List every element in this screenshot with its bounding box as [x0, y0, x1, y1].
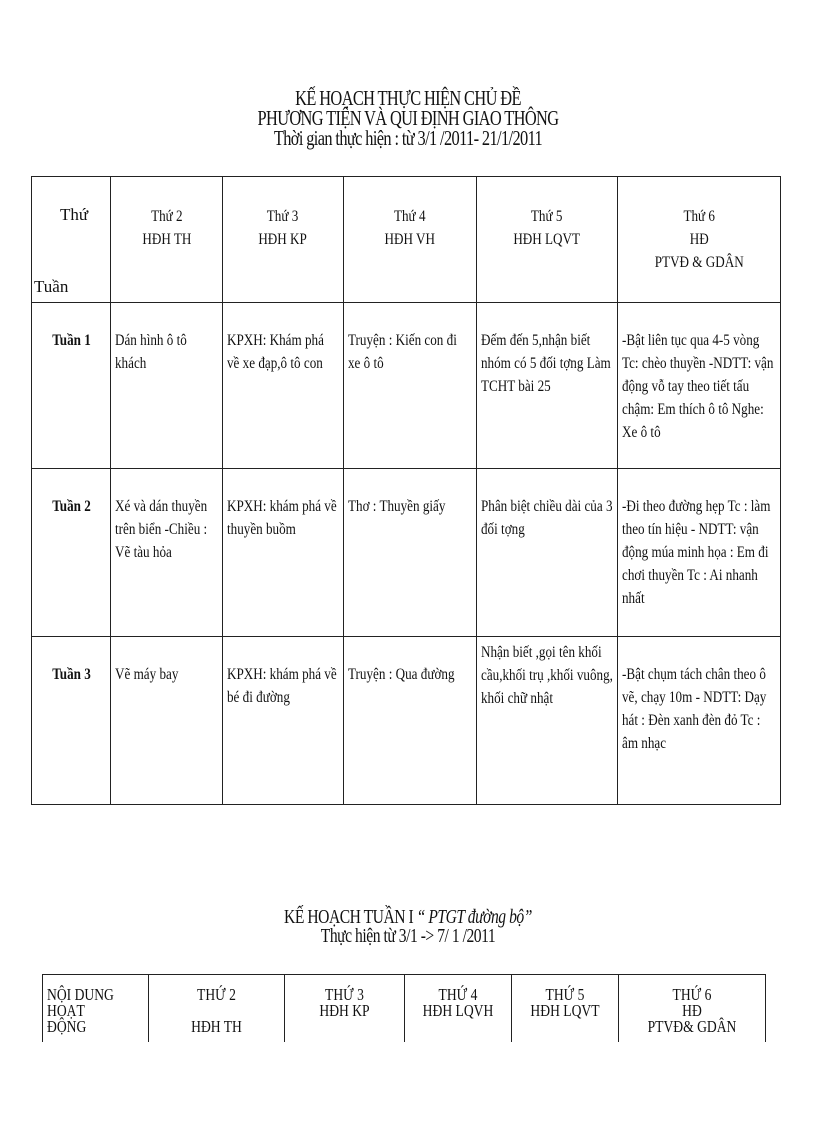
plan-table — [31, 176, 781, 805]
table-cell: -Bật liên tục qua 4-5 vòng Tc: chèo thuyền -NDTT: vận động vỗ tay theo tiết tấu chậm: Em thích ô tô Nghe: Xe ô tô — [618, 303, 781, 469]
document-title — [0, 88, 816, 148]
table-cell: Vẽ máy bay — [111, 637, 223, 805]
table-cell: Dán hình ô tô khách — [111, 303, 223, 469]
table-row — [32, 303, 781, 469]
title-line-2: PHƯƠNG TIỆN VÀ QUI ĐỊNH GIAO THÔNG — [257, 106, 559, 130]
row-label: Tuần 1 — [32, 303, 111, 469]
column-header: Thứ 5 HĐH LQVT — [477, 177, 618, 303]
table-cell: KPXH: khám phá về thuyền buồm — [223, 469, 344, 637]
column-header: THỨ 5 HĐH LQVT — [512, 975, 619, 1056]
week-title — [0, 908, 816, 946]
table-cell: Nhận biết ,gọi tên khối cầu,khối trụ ,khối vuông, khối chữ nhật — [477, 637, 618, 805]
table-cell: Phân biệt chiều dài của 3 đối tợng — [477, 469, 618, 637]
row-label: Tuần 3 — [32, 637, 111, 805]
table-cell: Thơ : Thuyền giấy — [344, 469, 477, 637]
column-header: THỨ 4 HĐH LQVH — [405, 975, 512, 1056]
table-cell: Xé và dán thuyền trên biển -Chiều : Vẽ tàu hỏa — [111, 469, 223, 637]
plan-header-row — [32, 177, 781, 303]
table-row — [32, 637, 781, 805]
week-title-line-1: KẾ HOẠCH TUẦN I “ PTGT đường bộ” — [284, 906, 532, 928]
table-row — [32, 469, 781, 637]
table-cell: -Bật chụm tách chân theo ô vẽ, chạy 10m - NDTT: Dạy hát : Đèn xanh đèn đỏ Tc : âm nhạc — [618, 637, 781, 805]
row-label: Tuần 2 — [32, 469, 111, 637]
table-cell: KPXH: khám phá về bé đi đường — [223, 637, 344, 805]
corner-top-label: Thứ — [60, 205, 89, 224]
corner-cell — [32, 177, 111, 303]
activity-column-header: NỘI DUNG HOẠT ĐỘNG — [43, 975, 149, 1056]
week-title-line-2: Thực hiện từ 3/1 -> 7/ 1 /2011 — [320, 925, 496, 947]
table-cell: KPXH: Khám phá về xe đạp,ô tô con — [223, 303, 344, 469]
column-header: THỨ 3 HĐH KP — [285, 975, 405, 1056]
column-header: Thứ 2 HĐH TH — [111, 177, 223, 303]
column-header: THỨ 2 HĐH TH — [149, 975, 285, 1056]
table-cell: -Đi theo đường hẹp Tc : làm theo tín hiệu - NDTT: vận động múa minh họa : Em đi chơi thuyền Tc : Ai nhanh nhất — [618, 469, 781, 637]
corner-bottom-label: Tuần — [34, 277, 69, 296]
table-cell: Truyện : Kiến con đi xe ô tô — [344, 303, 477, 469]
column-header: Thứ 6 HĐ PTVĐ & GDÂN — [618, 177, 781, 303]
table-cell: Truyện : Qua đường — [344, 637, 477, 805]
page-bottom-margin — [0, 1042, 816, 1123]
title-line-3: Thời gian thực hiện : từ 3/1 /2011- 21/1/2011 — [273, 126, 543, 150]
title-line-1: KẾ HOẠCH THỰC HIỆN CHỦ ĐỀ — [295, 86, 521, 110]
column-header: Thứ 3 HĐH KP — [223, 177, 344, 303]
table-cell: Đếm đến 5,nhận biết nhóm có 5 đối tợng Làm TCHT bài 25 — [477, 303, 618, 469]
column-header: THỨ 6 HĐ PTVĐ& GDÂN — [619, 975, 766, 1056]
column-header: Thứ 4 HĐH VH — [344, 177, 477, 303]
